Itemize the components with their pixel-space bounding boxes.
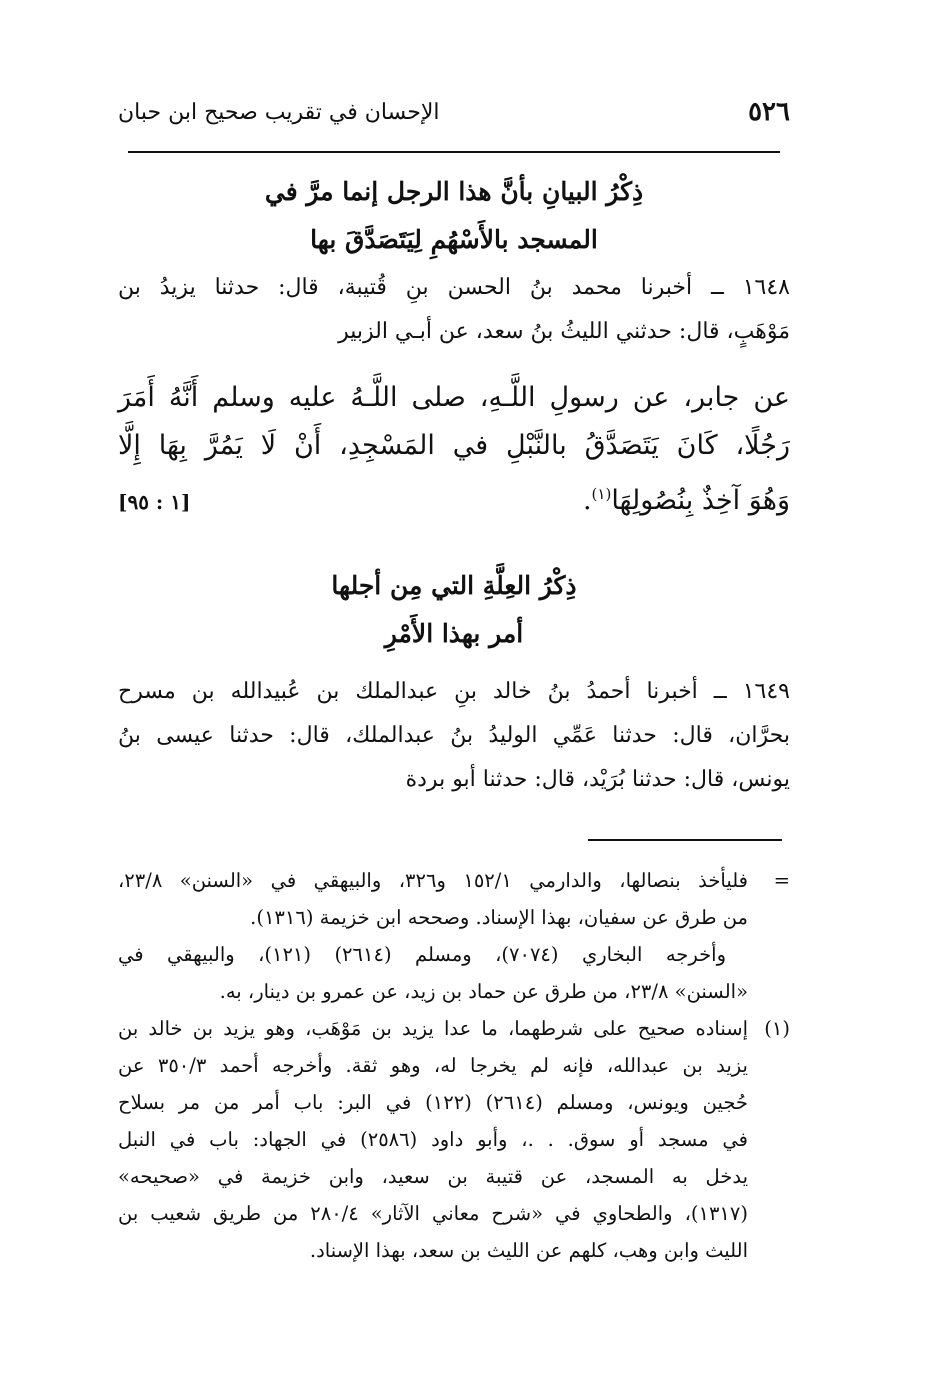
heading-line: المسجد بالأَسْهُمِ لِيَتَصَدَّقَ بها bbox=[310, 225, 598, 254]
footnote-body bbox=[118, 862, 748, 1010]
period: . bbox=[582, 485, 592, 516]
footnote-line: وأخرجه البخاري (٧٠٧٤)، ومسلم (٢٦١٤) (١٢١)، والبيهقي في bbox=[118, 943, 726, 966]
hadith-1648-matn bbox=[118, 374, 790, 526]
text-line: يونس، قال: حدثنا بُرَيْد، قال: حدثنا أبو بردة bbox=[405, 767, 790, 792]
header-rule bbox=[128, 151, 780, 153]
footnote-1 bbox=[118, 1010, 790, 1269]
footnote-rule bbox=[588, 839, 782, 841]
footnote-marker: (١) bbox=[764, 1017, 790, 1040]
footnote-line: الليث وابن وهب، كلهم عن الليث بن سعد، بهذا الإسناد. bbox=[309, 1239, 748, 1262]
text-line: مَوْهَبٍ، قال: حدثني الليثُ بنُ سعد، عن أبـي الزبير bbox=[338, 319, 790, 344]
text-line: بحرَّان، قال: حدثنا عَمِّي الوليدُ بنُ عبدالملك، قال: حدثنا عيسى بنُ bbox=[118, 723, 790, 748]
footnote-continuation bbox=[118, 862, 790, 1010]
footnote-line: يدخل به المسجد، عن قتيبة بن سعيد، وابن خزيمة في «صحيحه» bbox=[118, 1165, 748, 1188]
matn-line: وَهُوَ آخِذٌ بِنُصُولِهَا bbox=[611, 485, 790, 516]
running-title: الإحسان في تقريب صحيح ابن حبان bbox=[118, 99, 440, 125]
heading-line: ذِكْرُ العِلَّةِ التي مِن أجلها bbox=[331, 571, 577, 600]
chapter-heading-2 bbox=[118, 562, 790, 658]
footnote-line: فليأخذ بنصالها، والدارمي ١٥٢/١ و٣٢٦، والبيهقي في «السنن» ٢٣/٨، bbox=[118, 869, 748, 892]
footnote-marker: = bbox=[773, 869, 790, 892]
chapter-heading-1 bbox=[118, 168, 790, 264]
running-header bbox=[118, 92, 790, 132]
footnote-line: يزيد بن عبدالله، فإنه لم يخرجا له، وهو ثقة. وأخرجه أحمد ٣٥٠/٣ عن bbox=[118, 1054, 748, 1077]
footnote-line: من طرق عن سفيان، بهذا الإسناد. وصححه ابن خزيمة (١٣١٦). bbox=[250, 906, 748, 929]
matn-final-text bbox=[583, 470, 790, 525]
matn-line: رَجُلًا، كَانَ يَتَصَدَّقُ بالنَّبْلِ في المَسْجِدِ، أَنْ لَا يَمُرَّ بِهَا إِلَّا bbox=[118, 430, 790, 461]
hadith-1648-isnad bbox=[118, 266, 790, 354]
footnotes bbox=[118, 862, 790, 1269]
text-line: ١٦٤٨ ــ أخبرنا محمد بنُ الحسن بنِ قُتيبة، قال: حدثنا يزيدُ بن bbox=[118, 275, 790, 300]
footnote-line: حُجين ويونس، ومسلم (٢٦١٤) (١٢٢) في البر: باب أمر من مر بسلاح bbox=[118, 1091, 748, 1114]
footnote-line: في مسجد أو سوق. . .، وأبو داود (٢٥٨٦) في الجهاد: باب في النبل bbox=[118, 1128, 748, 1151]
footnote-body bbox=[118, 1010, 748, 1269]
footnote-line: إسناده صحيح على شرطهما، ما عدا يزيد بن مَوْهَب، وهو يزيد بن خالد بن bbox=[118, 1017, 748, 1040]
footnote-line: «السنن» ٢٣/٨، من طرق عن حماد بن زيد، عن عمرو بن دينار، به. bbox=[219, 980, 748, 1003]
reference-code: [١ : ٩٥] bbox=[118, 490, 191, 514]
hadith-1649-isnad bbox=[118, 670, 790, 802]
page-number: ٥٢٦ bbox=[748, 97, 790, 127]
matn-last-line bbox=[118, 470, 790, 526]
matn-line: عن جابر، عن رسولِ اللَّـهِ، صلى اللَّـهُ عليه وسلم أَنَّهُ أَمَرَ bbox=[118, 382, 790, 413]
text-line: ١٦٤٩ ــ أخبرنا أحمدُ بنُ خالد بنِ عبدالملك بن عُبيدالله بن مسرح bbox=[118, 679, 790, 704]
footnote-line: (١٣١٧)، والطحاوي في «شرح معاني الآثار» ٢٨٠/٤ من طريق شعيب بن bbox=[118, 1202, 748, 1225]
footnote-marker: (١) bbox=[591, 485, 612, 503]
heading-line: ذِكْرُ البيانِ بأنَّ هذا الرجل إنما مرَّ في bbox=[264, 177, 644, 206]
heading-line: أمر بهذا الأَمْرِ bbox=[384, 619, 524, 648]
